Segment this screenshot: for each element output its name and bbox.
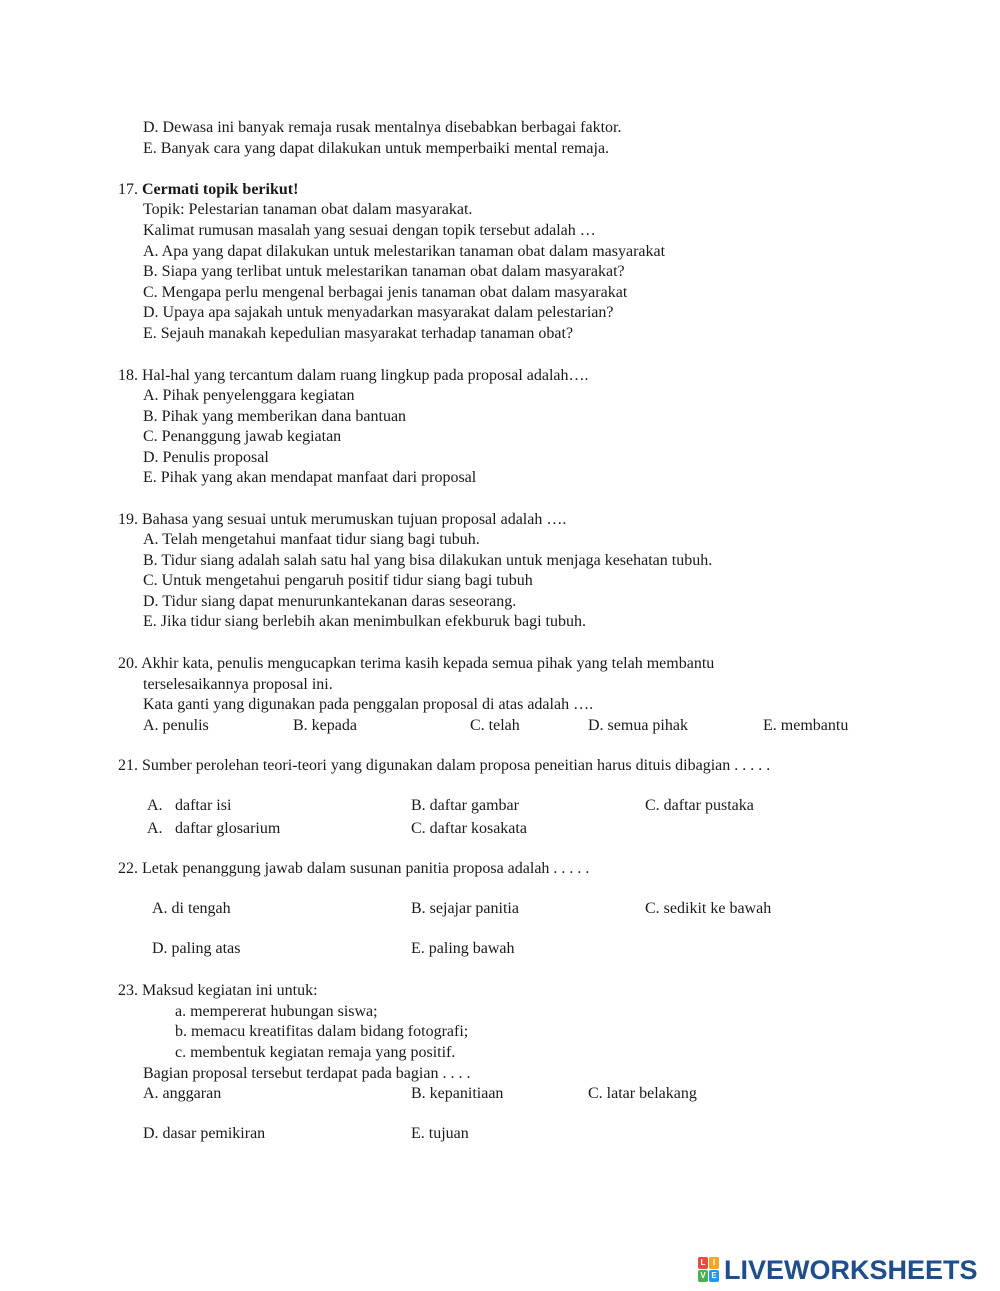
logo-mark-letter: V [698, 1270, 708, 1282]
q23-item: c. membentuk kegiatan remaja yang positif. [175, 1044, 456, 1061]
q18-stem: 18. Hal-hal yang tercantum dalam ruang lingkup pada proposal adalah…. [118, 367, 589, 384]
q20-option: E. membantu [763, 717, 849, 734]
q21-option-letter: A. [147, 797, 163, 814]
q20-line2: terselesaikannya proposal ini. [143, 676, 333, 693]
liveworksheets-logo [698, 1255, 978, 1285]
q17-header [118, 180, 298, 200]
liveworksheets-logo-icon [698, 1257, 720, 1283]
q20-option: D. semua pihak [588, 717, 688, 734]
q22-option: C. sedikit ke bawah [645, 900, 772, 917]
q19-option: D. Tidur siang dapat menurunkantekanan daras seseorang. [143, 593, 517, 610]
q22-option: D. paling atas [152, 940, 241, 957]
q18-option: C. Penanggung jawab kegiatan [143, 428, 342, 445]
q20-option: A. penulis [143, 717, 209, 734]
q23-option: A. anggaran [143, 1085, 222, 1102]
q21-option-letter: A. [147, 820, 163, 837]
q18-option: A. Pihak penyelenggara kegiatan [143, 387, 355, 404]
q17-number: 17. [118, 181, 138, 198]
q17-title: Cermati topik berikut! [142, 181, 299, 198]
q16-option-e: E. Banyak cara yang dapat dilakukan untuk memperbaiki mental remaja. [143, 140, 610, 157]
logo-mark-letter: I [709, 1257, 719, 1269]
q19-option: A. Telah mengetahui manfaat tidur siang bagi tubuh. [143, 531, 480, 548]
q22-option: B. sejajar panitia [411, 900, 519, 917]
liveworksheets-wordmark: LIVEWORKSHEETS [724, 1254, 978, 1285]
q22-stem: 22. Letak penanggung jawab dalam susunan panitia proposa adalah . . . . . [118, 860, 590, 877]
q18-option: D. Penulis proposal [143, 449, 269, 466]
q23-option: B. kepanitiaan [411, 1085, 504, 1102]
q20-line1: 20. Akhir kata, penulis mengucapkan terima kasih kepada semua pihak yang telah membantu [118, 655, 715, 672]
q19-stem: 19. Bahasa yang sesuai untuk merumuskan tujuan proposal adalah …. [118, 511, 567, 528]
q19-option: C. Untuk mengetahui pengaruh positif tidur siang bagi tubuh [143, 572, 533, 589]
q20-option: C. telah [470, 717, 520, 734]
q17-option: C. Mengapa perlu mengenal berbagai jenis tanaman obat dalam masyarakat [143, 284, 628, 301]
q20-option: B. kepada [293, 717, 357, 734]
q23-option: E. tujuan [411, 1125, 469, 1142]
logo-mark-letter: E [709, 1270, 719, 1282]
q17-option: A. Apa yang dapat dilakukan untuk melestarikan tanaman obat dalam masyarakat [143, 243, 666, 260]
q23-question: Bagian proposal tersebut terdapat pada bagian . . . . [143, 1065, 471, 1082]
q23-item: a. mempererat hubungan siswa; [175, 1003, 378, 1020]
q18-option: B. Pihak yang memberikan dana bantuan [143, 408, 407, 425]
q22-option: A. di tengah [152, 900, 231, 917]
q23-item: b. memacu kreatifitas dalam bidang fotografi; [175, 1023, 469, 1040]
q23-option: D. dasar pemikiran [143, 1125, 266, 1142]
q17-option: E. Sejauh manakah kepedulian masyarakat terhadap tanaman obat? [143, 325, 574, 342]
q22-option: E. paling bawah [411, 940, 515, 957]
q21-option: C. daftar kosakata [411, 820, 527, 837]
q18-option: E. Pihak yang akan mendapat manfaat dari proposal [143, 469, 477, 486]
q19-option: E. Jika tidur siang berlebih akan menimbulkan efekburuk bagi tubuh. [143, 613, 586, 630]
q17-option: B. Siapa yang terlibat untuk melestarikan tanaman obat dalam masyarakat? [143, 263, 625, 280]
q19-option: B. Tidur siang adalah salah satu hal yang bisa dilakukan untuk menjaga kesehatan tubuh. [143, 552, 713, 569]
q17-topic: Topik: Pelestarian tanaman obat dalam masyarakat. [143, 201, 473, 218]
logo-mark-letter: L [698, 1257, 708, 1269]
q16-option-d: D. Dewasa ini banyak remaja rusak mentalnya disebabkan berbagai faktor. [143, 119, 622, 136]
q21-option: C. daftar pustaka [645, 797, 754, 814]
q21-stem: 21. Sumber perolehan teori-teori yang digunakan dalam proposa peneitian harus dituis dibagian . . . . . [118, 757, 771, 774]
q21-option: B. daftar gambar [411, 797, 519, 814]
q20-stem: Kata ganti yang digunakan pada penggalan proposal di atas adalah …. [143, 696, 594, 713]
q23-stem: 23. Maksud kegiatan ini untuk: [118, 982, 318, 999]
q17-stem: Kalimat rumusan masalah yang sesuai dengan topik tersebut adalah … [143, 222, 596, 239]
q23-option: C. latar belakang [588, 1085, 697, 1102]
q21-option-text: daftar isi [175, 797, 232, 814]
q21-option-text: daftar glosarium [175, 820, 281, 837]
q17-option: D. Upaya apa sajakah untuk menyadarkan masyarakat dalam pelestarian? [143, 304, 614, 321]
